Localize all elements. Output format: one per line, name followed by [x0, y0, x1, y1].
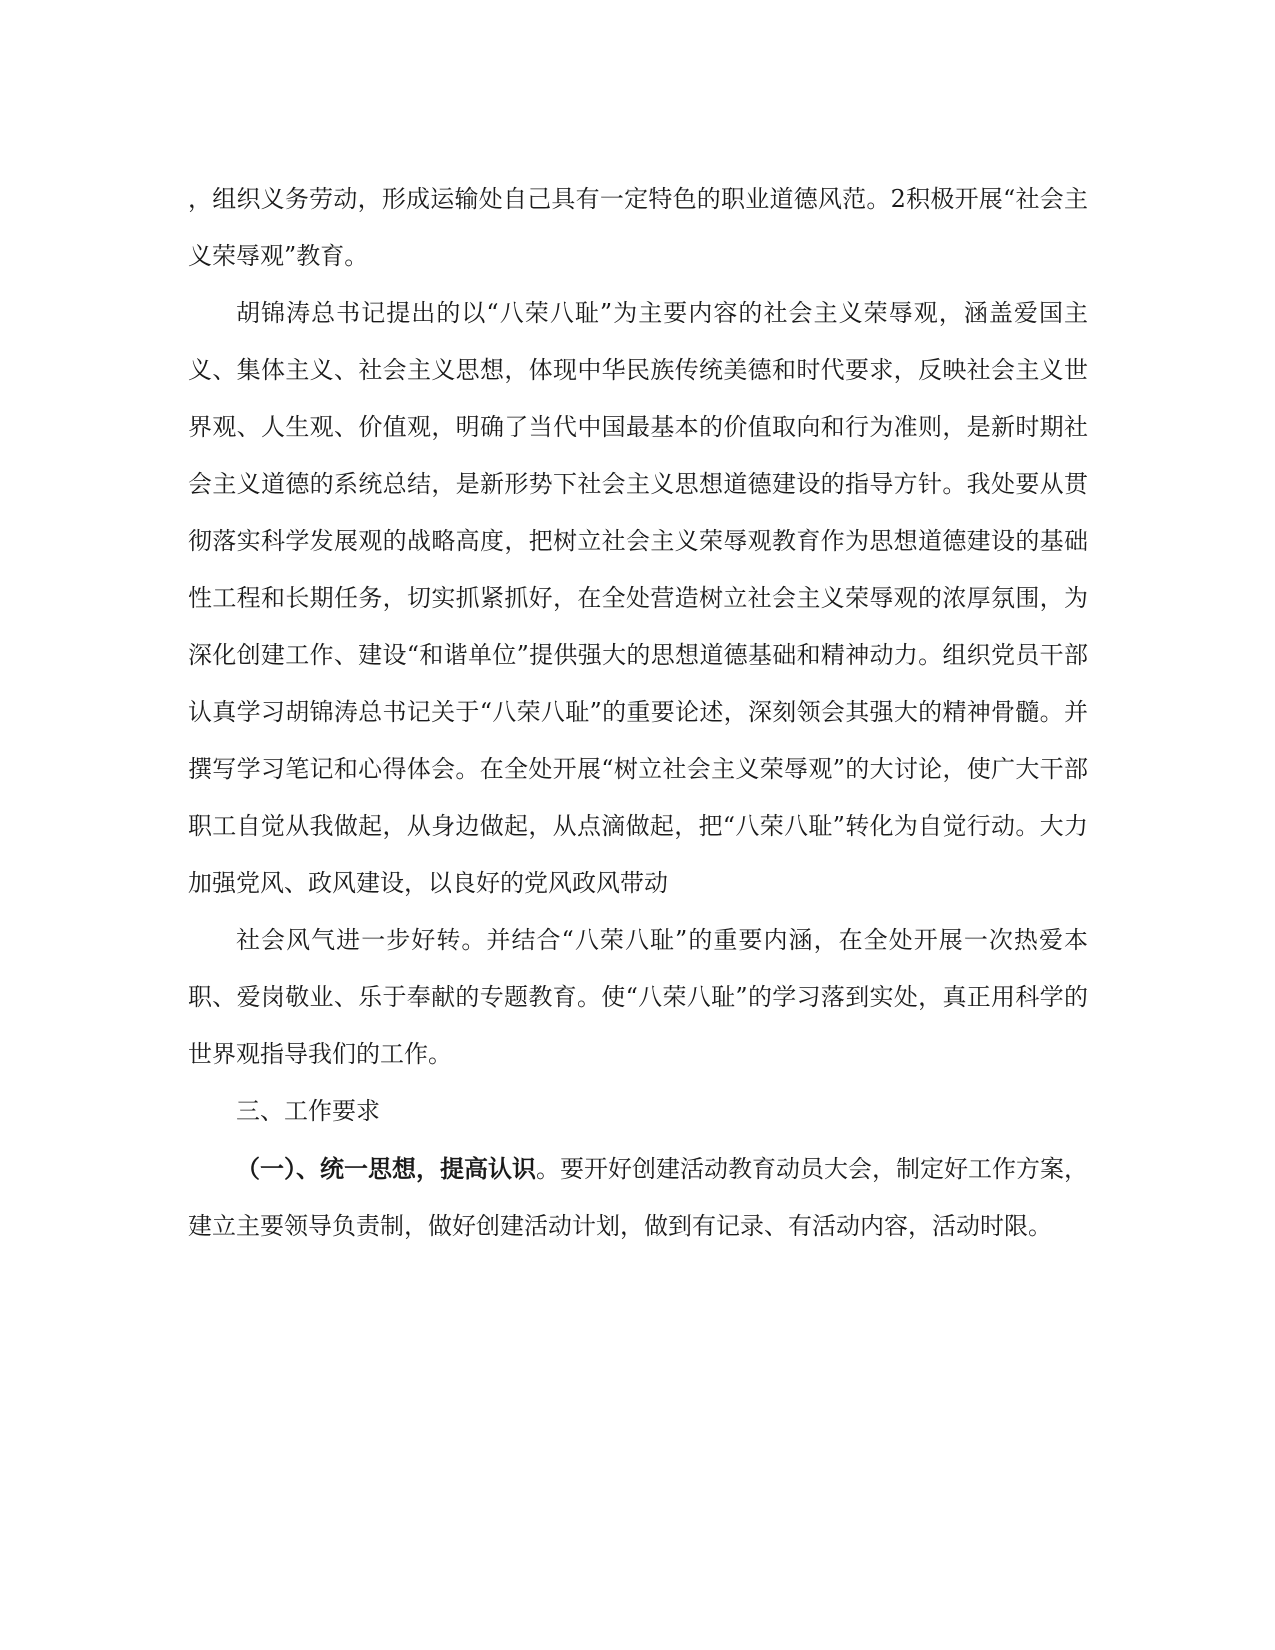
- paragraph-continuation: ，组织义务劳动，形成运输处自己具有一定特色的职业道德风范。2积极开展“社会主义荣辱观”教育。: [188, 185, 1088, 270]
- paragraph-social-atmosphere: 社会风气进一步好转。并结合“八荣八耻”的重要内涵，在全处开展一次热爱本职、爱岗敬业、乐于奉献的专题教育。使“八荣八耻”的学习落到实处，真正用科学的世界观指导我们的工作。: [188, 926, 1088, 1068]
- section-heading-work-requirements: 三、工作要求: [236, 1097, 380, 1125]
- paragraph-honor-disgrace-education: 胡锦涛总书记提出的以“八荣八耻”为主要内容的社会主义荣辱观，涵盖爱国主义、集体主义、社会主义思想，体现中华民族传统美德和时代要求，反映社会主义世界观、人生观、价值观，明确了当代中国最基本的价值取向和行为准则，是新时期社会主义道德的系统总结，是新形势下社会主义思想道德建设的指导方针。我处要从贯彻落实科学发展观的战略高度，把树立社会主义荣辱观教育作为思想道德建设的基础性工程和长期任务，切实抓紧抓好，在全处营造树立社会主义荣辱观的浓厚氛围，为深化创建工作、建设“和谐单位”提供强大的思想道德基础和精神动力。组织党员干部认真学习胡锦涛总书记关于“八荣八耻”的重要论述，深刻领会其强大的精神骨髓。并撰写学习笔记和心得体会。在全处开展“树立社会主义荣辱观”的大讨论，使广大干部职工自觉从我做起，从身边做起，从点滴做起，把“八荣八耻”转化为自觉行动。大力加强党风、政风建设，以良好的党风政风带动: [188, 299, 1088, 897]
- paragraph-body-text: 。要开好创建活动教育动员大会，制定好工作方案，建立主要领导负责制，做好创建活动计划，做到有记录、有活动内容，活动时限。: [188, 1155, 1088, 1240]
- paragraph-lead-bold: （一）、统一思想，提高认识: [236, 1154, 536, 1183]
- document-body: [188, 171, 1088, 1255]
- paragraph-unify-thinking: [188, 1140, 1088, 1255]
